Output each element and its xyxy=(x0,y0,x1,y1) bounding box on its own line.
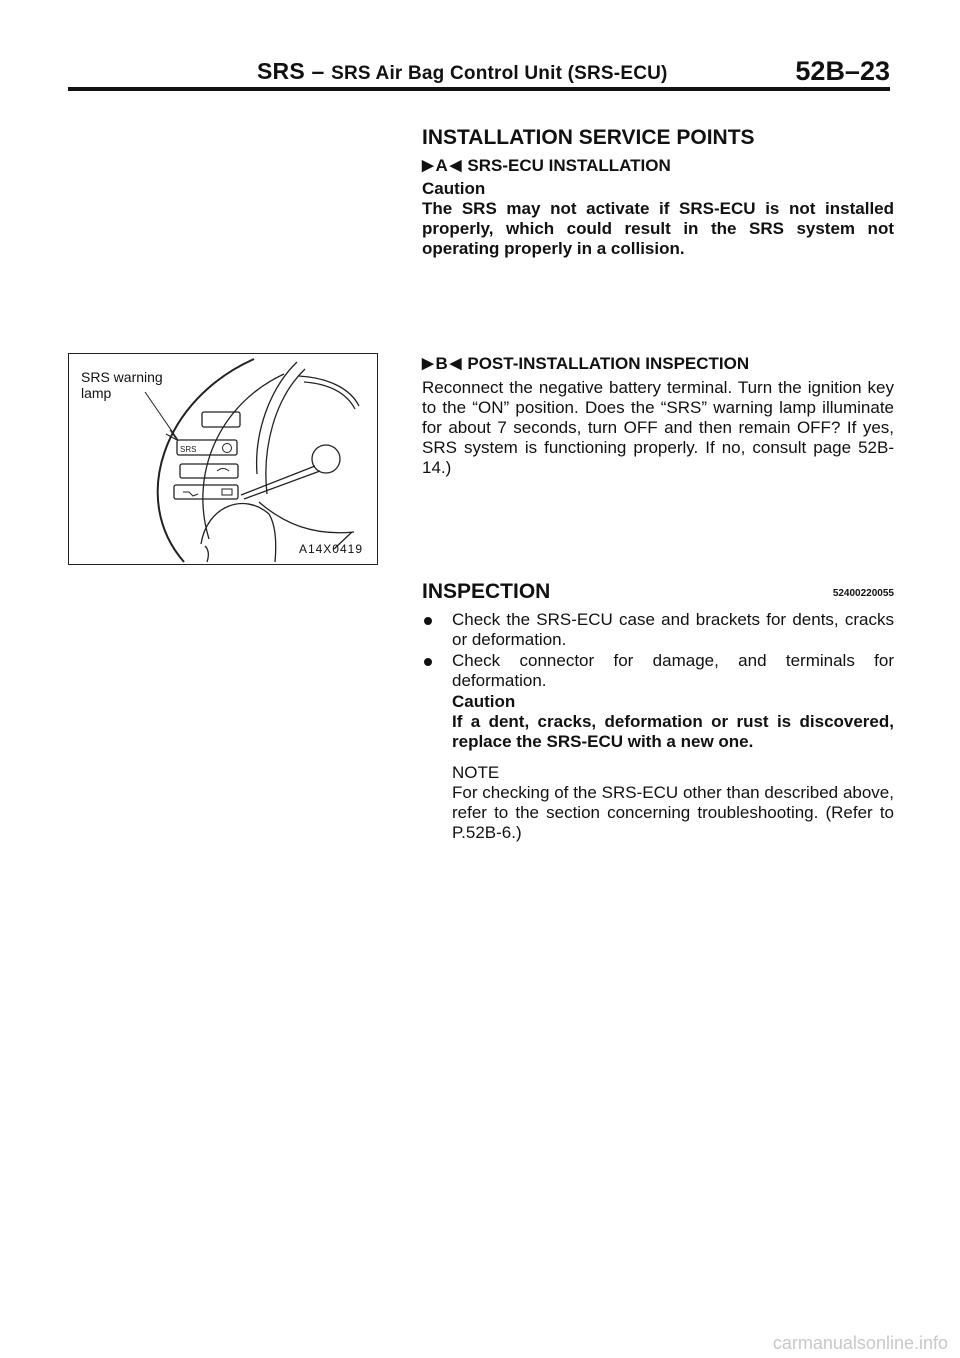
right-triangle-icon: ▶ xyxy=(422,355,434,372)
page-header xyxy=(0,58,960,98)
left-triangle-icon: ◀ xyxy=(449,355,462,372)
page-number: 52B–23 xyxy=(795,56,890,86)
inspection-note xyxy=(452,763,894,843)
inspection-bullet xyxy=(422,651,894,691)
step-b-text: Reconnect the negative battery terminal. Turn the ignition key to the “ON” position. Does the “SRS” warning lamp illuminate for about 7 seconds, turn OFF and then remain OFF? If yes, SRS system is functioning properly. If no, consult page 52B-14.) xyxy=(422,378,894,477)
inspection-caution xyxy=(452,692,894,752)
step-b-block xyxy=(422,354,894,478)
installation-heading-block xyxy=(422,128,894,148)
inspection-bullet-text: Check connector for damage, and terminals for deformation. xyxy=(452,651,894,690)
step-a-marker: A xyxy=(435,156,448,175)
inspection-heading-row xyxy=(422,580,894,608)
bullet-icon xyxy=(424,617,432,625)
inspection-code: 52400220055 xyxy=(832,588,894,599)
header-title xyxy=(257,58,668,85)
left-triangle-icon: ◀ xyxy=(449,157,462,174)
step-b-marker: B xyxy=(435,354,448,373)
figure-code: A14X0419 xyxy=(298,542,363,556)
right-triangle-icon: ▶ xyxy=(422,157,434,174)
step-a-caution-label: Caution xyxy=(422,179,486,198)
step-a-heading xyxy=(422,156,894,176)
inspection-bullet xyxy=(422,610,894,650)
inspection-caution-label: Caution xyxy=(452,692,516,711)
step-b-heading xyxy=(422,354,894,374)
installation-heading: INSTALLATION SERVICE POINTS xyxy=(422,126,755,149)
label-line-1: SRS warning xyxy=(81,369,163,385)
watermark: carmanualsonline.info xyxy=(772,1333,948,1353)
step-b-title: POST-INSTALLATION INSPECTION xyxy=(467,354,750,373)
inspection-heading: INSPECTION xyxy=(422,580,551,603)
inspection-bullet-text: Check the SRS-ECU case and brackets for dents, cracks or deformation. xyxy=(452,610,894,649)
lamp-text: SRS xyxy=(180,445,197,454)
step-a-caution-text: The SRS may not activate if SRS-ECU is not installed properly, which could result in the SRS system not operating properly in a collision. xyxy=(422,199,894,258)
label-line-2: lamp xyxy=(81,385,112,401)
bullet-icon xyxy=(424,658,432,666)
header-subtitle: SRS Air Bag Control Unit (SRS-ECU) xyxy=(331,63,668,84)
instrument-cluster-figure xyxy=(68,353,378,565)
step-a-block xyxy=(422,156,894,259)
header-section: SRS – xyxy=(257,58,332,84)
header-rule xyxy=(68,87,890,91)
step-a-title: SRS-ECU INSTALLATION xyxy=(467,156,671,175)
srs-warning-lamp-label xyxy=(81,369,163,401)
inspection-note-label: NOTE xyxy=(452,763,500,782)
inspection-caution-text: If a dent, cracks, deformation or rust is discovered, replace the SRS-ECU with a new one. xyxy=(452,712,894,751)
inspection-note-text: For checking of the SRS-ECU other than described above, refer to the section concerning troubleshooting. (Refer to P.52B-6.) xyxy=(452,783,894,842)
